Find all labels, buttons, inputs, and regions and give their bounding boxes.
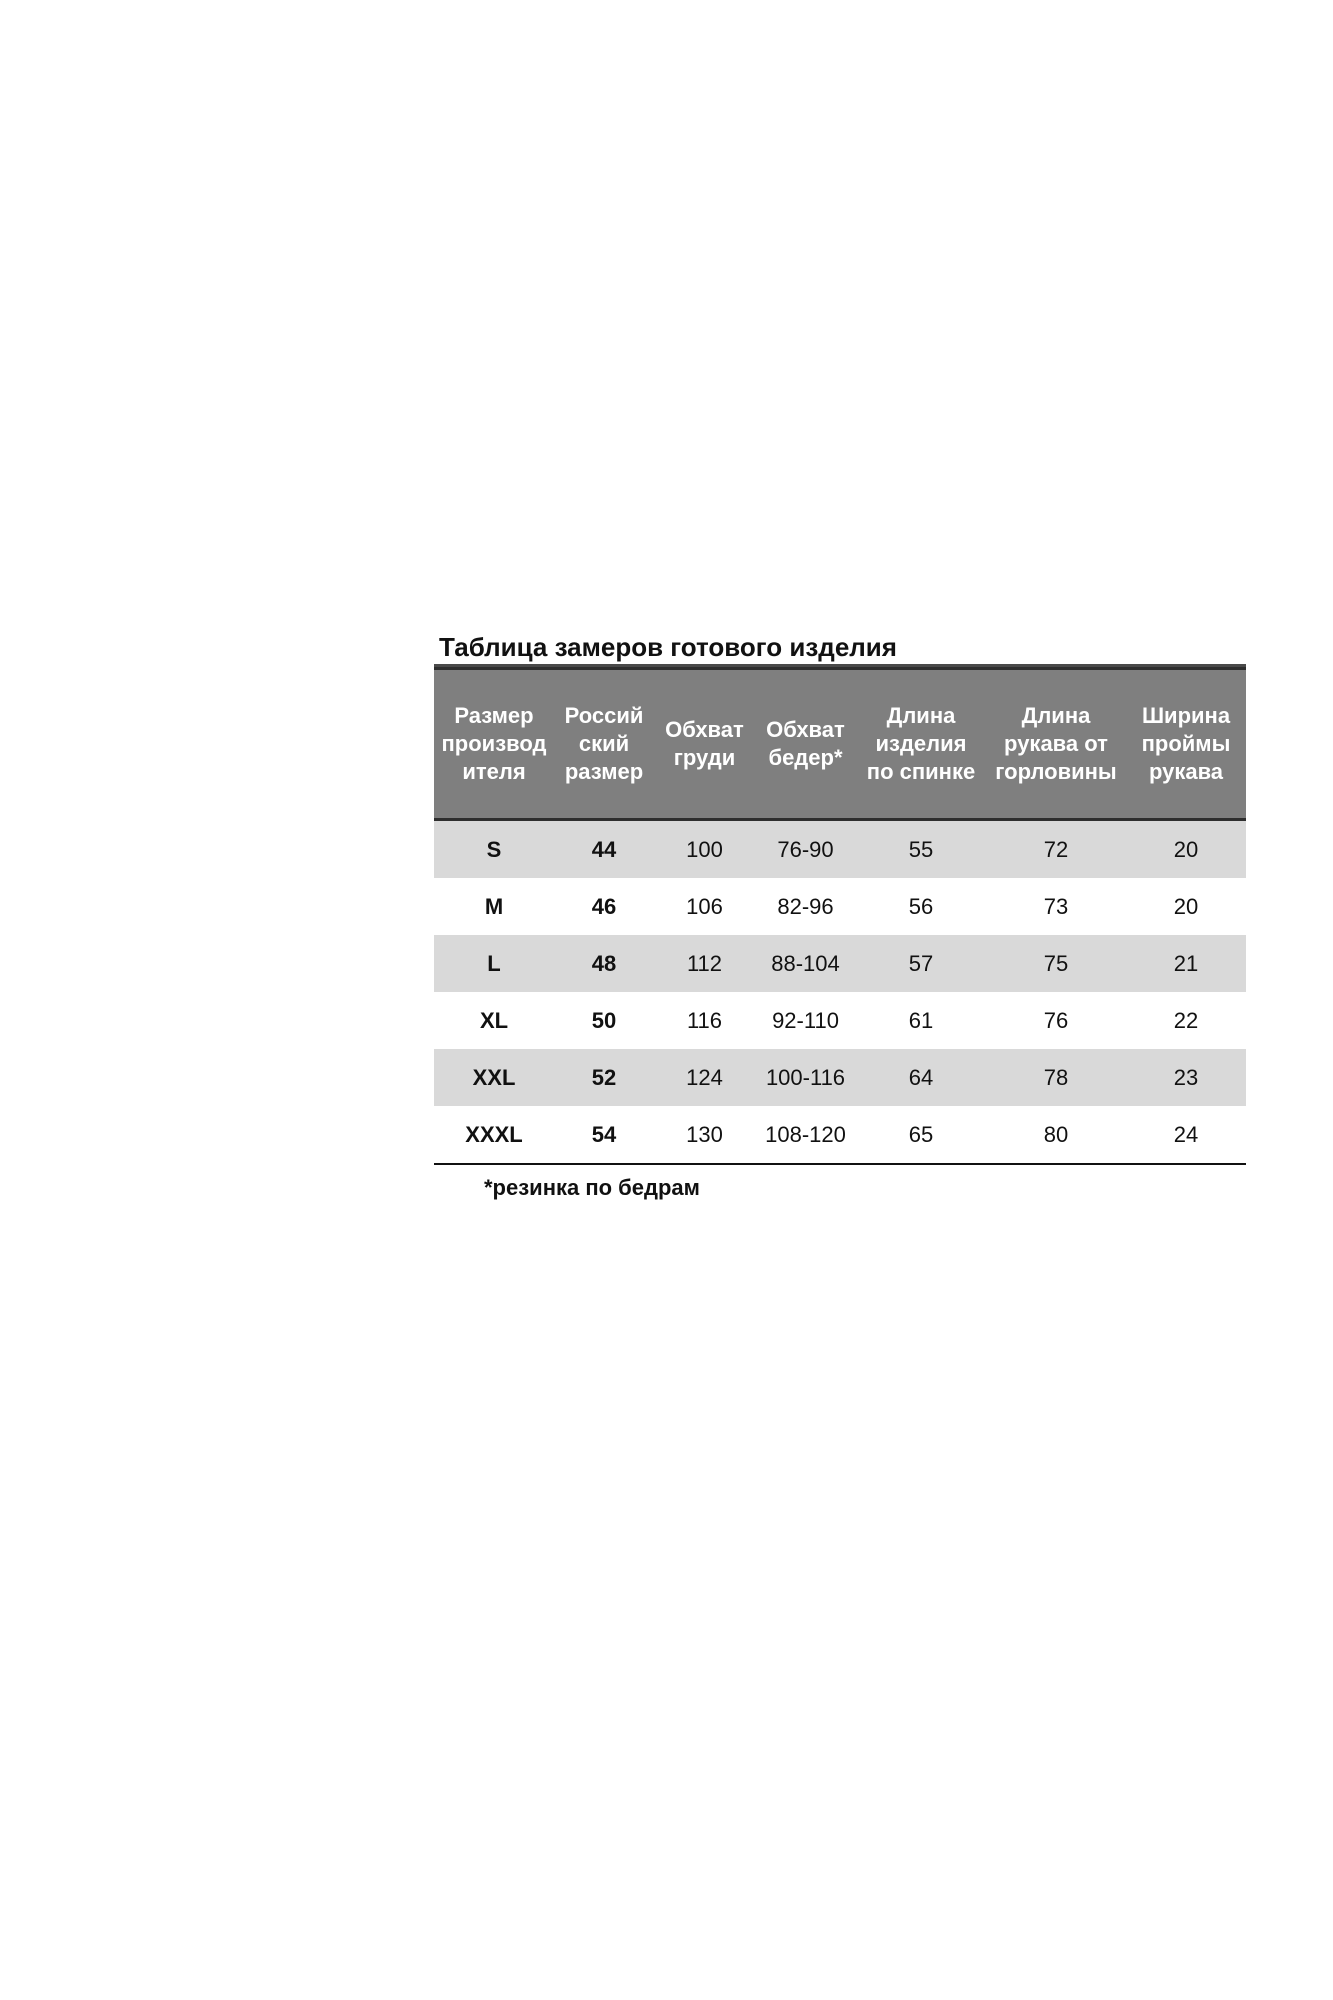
cell-manufacturer-size: XL — [434, 992, 554, 1049]
cell-back-length: 57 — [856, 935, 986, 992]
table-row — [434, 878, 1246, 935]
cell-sleeve-length: 72 — [986, 820, 1126, 879]
header-label: Обхват груди — [665, 717, 744, 770]
cell-armhole-width: 24 — [1126, 1106, 1246, 1164]
header-sleeve-length — [986, 669, 1126, 820]
cell-back-length: 65 — [856, 1106, 986, 1164]
header-back-length — [856, 669, 986, 820]
size-table — [434, 664, 1246, 1165]
cell-manufacturer-size: XXXL — [434, 1106, 554, 1164]
cell-sleeve-length: 75 — [986, 935, 1126, 992]
cell-russian-size: 44 — [554, 820, 654, 879]
cell-chest: 100 — [654, 820, 755, 879]
cell-back-length: 55 — [856, 820, 986, 879]
size-chart — [434, 630, 1246, 1203]
table-row — [434, 992, 1246, 1049]
cell-hips: 108-120 — [755, 1106, 856, 1164]
cell-sleeve-length: 76 — [986, 992, 1126, 1049]
cell-russian-size: 54 — [554, 1106, 654, 1164]
table-row — [434, 820, 1246, 879]
cell-hips: 88-104 — [755, 935, 856, 992]
footnote: *резинка по бедрам — [484, 1175, 700, 1200]
header-chest — [654, 669, 755, 820]
cell-sleeve-length: 73 — [986, 878, 1126, 935]
header-label: Ширина проймы рукава — [1141, 703, 1231, 784]
cell-russian-size: 48 — [554, 935, 654, 992]
header-hips — [755, 669, 856, 820]
cell-hips: 92-110 — [755, 992, 856, 1049]
cell-back-length: 56 — [856, 878, 986, 935]
table-row — [434, 1106, 1246, 1164]
cell-manufacturer-size: M — [434, 878, 554, 935]
cell-russian-size: 46 — [554, 878, 654, 935]
header-armhole-width — [1126, 669, 1246, 820]
cell-chest: 130 — [654, 1106, 755, 1164]
cell-armhole-width: 22 — [1126, 992, 1246, 1049]
table-header — [434, 666, 1246, 820]
cell-hips: 100-116 — [755, 1049, 856, 1106]
header-label: Размер производ ителя — [441, 703, 547, 784]
cell-back-length: 61 — [856, 992, 986, 1049]
cell-hips: 76-90 — [755, 820, 856, 879]
header-label: Обхват бедер* — [766, 717, 845, 770]
cell-armhole-width: 20 — [1126, 878, 1246, 935]
cell-chest: 112 — [654, 935, 755, 992]
header-label: Длина изделия по спинке — [866, 703, 976, 784]
table-row — [434, 935, 1246, 992]
cell-manufacturer-size: S — [434, 820, 554, 879]
header-row — [434, 669, 1246, 820]
cell-hips: 82-96 — [755, 878, 856, 935]
cell-armhole-width: 23 — [1126, 1049, 1246, 1106]
cell-armhole-width: 21 — [1126, 935, 1246, 992]
cell-chest: 106 — [654, 878, 755, 935]
cell-russian-size: 52 — [554, 1049, 654, 1106]
cell-manufacturer-size: XXL — [434, 1049, 554, 1106]
header-label: Длина рукава от горловины — [995, 703, 1117, 784]
chart-title: Таблица замеров готового изделия — [439, 632, 897, 662]
header-manufacturer-size — [434, 669, 554, 820]
cell-sleeve-length: 80 — [986, 1106, 1126, 1164]
table-row — [434, 1049, 1246, 1106]
header-russian-size — [554, 669, 654, 820]
table-body — [434, 820, 1246, 1165]
cell-back-length: 64 — [856, 1049, 986, 1106]
cell-chest: 116 — [654, 992, 755, 1049]
cell-chest: 124 — [654, 1049, 755, 1106]
header-label: Россий ский размер — [564, 703, 644, 784]
cell-manufacturer-size: L — [434, 935, 554, 992]
cell-russian-size: 50 — [554, 992, 654, 1049]
cell-armhole-width: 20 — [1126, 820, 1246, 879]
cell-sleeve-length: 78 — [986, 1049, 1126, 1106]
